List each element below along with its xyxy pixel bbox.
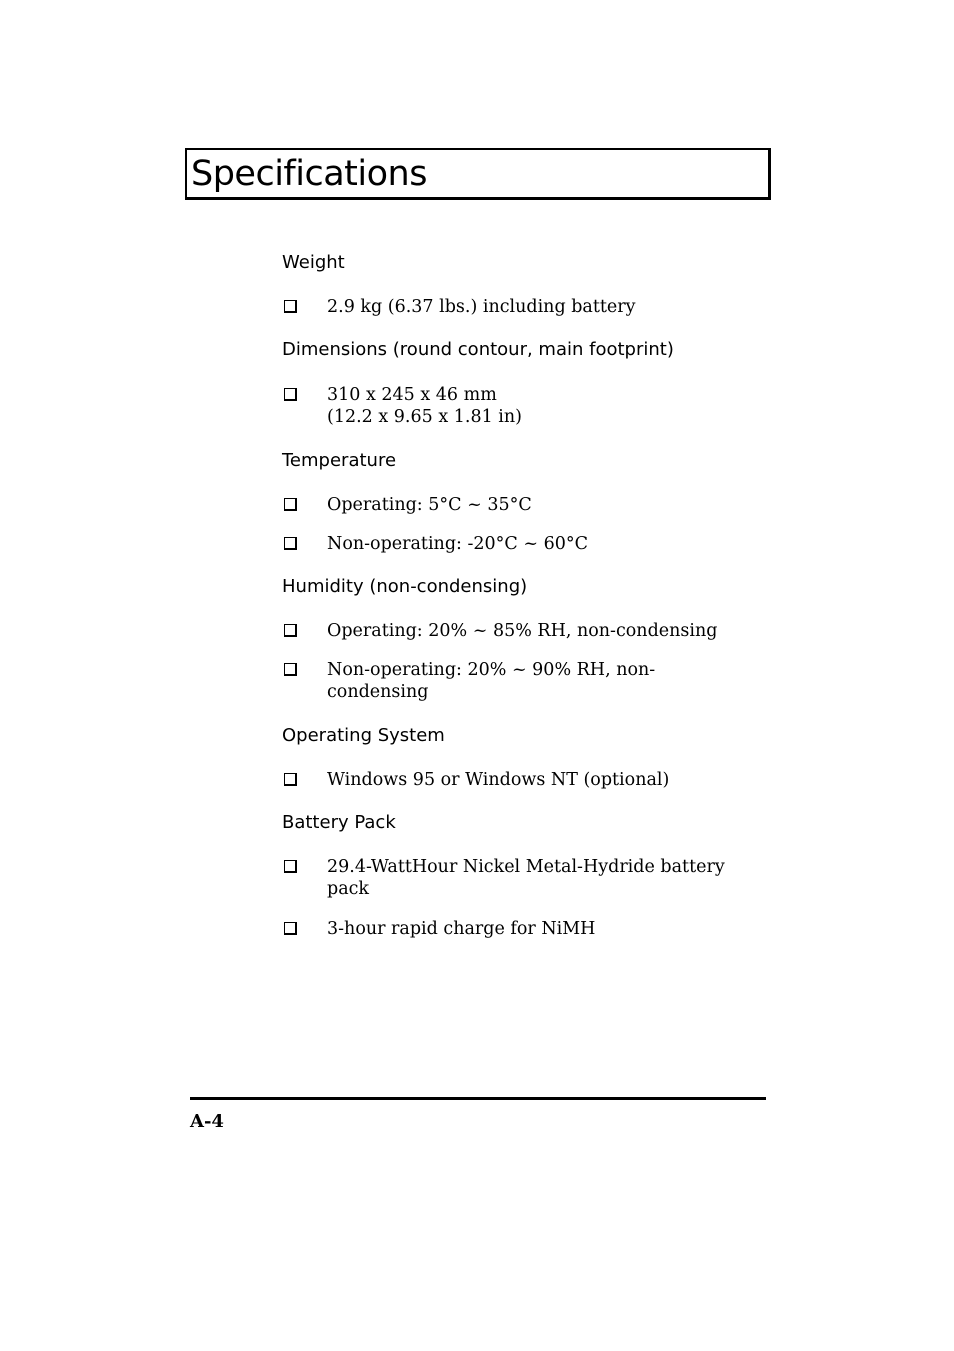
page-title-box xyxy=(185,148,771,200)
section-heading-dimensions: Dimensions (round contour, main footprint) xyxy=(282,339,674,360)
checkbox-bullet-icon xyxy=(284,624,297,637)
list-item-text: Non-operating: -20°C ~ 60°C xyxy=(327,534,589,554)
section-heading-humidity: Humidity (non-condensing) xyxy=(282,576,528,597)
list-item-text: Operating: 20% ~ 85% RH, non-condensing xyxy=(327,621,718,641)
checkbox-bullet-icon xyxy=(284,860,297,873)
page-number: A-4 xyxy=(190,1111,224,1132)
list-item-text: 3-hour rapid charge for NiMH xyxy=(327,919,596,939)
checkbox-bullet-icon xyxy=(284,773,297,786)
list-item-text: pack xyxy=(327,879,370,899)
checkbox-bullet-icon xyxy=(284,922,297,935)
checkbox-bullet-icon xyxy=(284,498,297,511)
section-heading-operating-system: Operating System xyxy=(282,725,445,746)
checkbox-bullet-icon xyxy=(284,300,297,313)
list-item-text: 310 x 245 x 46 mm xyxy=(327,385,497,405)
list-item-text: condensing xyxy=(327,682,429,702)
checkbox-bullet-icon xyxy=(284,537,297,550)
section-heading-weight: Weight xyxy=(282,252,345,273)
list-item-text: 29.4-WattHour Nickel Metal-Hydride battery xyxy=(327,857,725,877)
list-item-text: 2.9 kg (6.37 lbs.) including battery xyxy=(327,297,636,317)
section-heading-battery-pack: Battery Pack xyxy=(282,812,396,833)
list-item-text: Operating: 5°C ~ 35°C xyxy=(327,495,532,515)
list-item-text: Non-operating: 20% ~ 90% RH, non- xyxy=(327,660,656,680)
checkbox-bullet-icon xyxy=(284,388,297,401)
list-item-text: (12.2 x 9.65 x 1.81 in) xyxy=(327,407,522,427)
section-heading-temperature: Temperature xyxy=(282,450,397,471)
checkbox-bullet-icon xyxy=(284,663,297,676)
page-title: Specifications xyxy=(191,154,427,194)
list-item-text: Windows 95 or Windows NT (optional) xyxy=(327,770,670,790)
footer-divider xyxy=(190,1097,766,1100)
